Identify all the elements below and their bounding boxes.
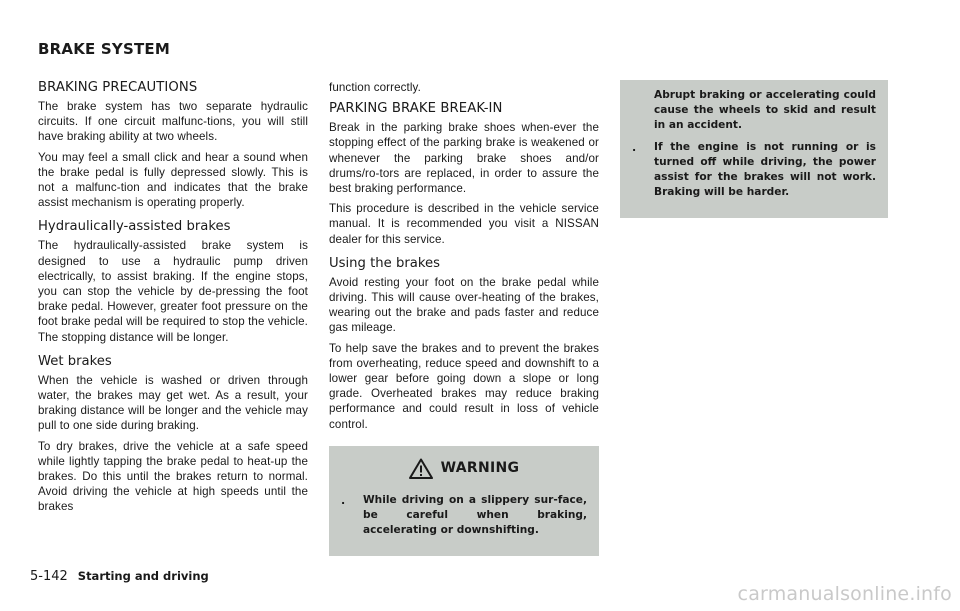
warning-list bbox=[341, 493, 587, 539]
warning-item bbox=[632, 140, 876, 201]
warning-text: While driving on a slippery sur-face, be careful when braking, accelerating or downshifting. bbox=[363, 493, 587, 537]
page-title: BRAKE SYSTEM bbox=[38, 40, 170, 58]
warning-header bbox=[341, 458, 587, 479]
paragraph: The hydraulically-assisted brake system is designed to use a hydraulic pump driven electrically, to assist braking. If the engine stops, you can stop the vehicle by de-pressing the foot brake pedal. However, greater foot pressure on the foot brake pedal will be required to stop the vehicle. The stopping distance will be longer. bbox=[38, 239, 308, 344]
paragraph: This procedure is described in the vehicle service manual. It is recommended you visit a NISSAN dealer for this service. bbox=[329, 202, 599, 246]
column-1 bbox=[38, 80, 308, 520]
watermark: carmanualsonline.info bbox=[737, 583, 952, 605]
warning-item bbox=[341, 493, 587, 539]
paragraph-continuation: function correctly. bbox=[329, 81, 421, 94]
paragraph: The brake system has two separate hydraulic circuits. If one circuit malfunc-tions, you will still have braking ability at two wheels. bbox=[38, 100, 308, 144]
warning-box-continued bbox=[620, 80, 888, 218]
paragraph: Avoid resting your foot on the brake pedal while driving. This will cause over-heating of the brakes, wearing out the brake and pads faster and reduce gas mileage. bbox=[329, 275, 599, 335]
paragraph: You may feel a small click and hear a sound when the brake pedal is fully depressed slowly. This is not a malfunc-tion and indicates that the brake assist mechanism is operating properly. bbox=[38, 150, 308, 210]
bullet: . bbox=[632, 140, 637, 154]
using-brakes-heading: Using the brakes bbox=[329, 255, 440, 271]
hydraulic-brakes-heading: Hydraulically-assisted brakes bbox=[38, 219, 231, 235]
warning-title: WARNING bbox=[440, 460, 520, 477]
footer-section-name: Starting and driving bbox=[77, 569, 209, 583]
warning-box bbox=[329, 446, 599, 557]
column-2 bbox=[329, 80, 599, 556]
paragraph: To dry brakes, drive the vehicle at a safe speed while lightly tapping the brake pedal to heat-up the brakes. Do this until the brakes return to normal. Avoid driving the vehicle at high speeds until the brakes bbox=[38, 439, 308, 514]
parking-brake-break-in-heading: PARKING BRAKE BREAK-IN bbox=[329, 101, 503, 117]
warning-triangle-icon bbox=[409, 458, 433, 479]
bullet: . bbox=[341, 493, 346, 507]
paragraph: To help save the brakes and to prevent the brakes from overheating, reduce speed and downshift to a lower gear before going down a slope or long grade. Overheated brakes may reduce braking performance and could result in loss of vehicle control. bbox=[329, 341, 599, 431]
warning-list bbox=[632, 88, 876, 200]
warning-text: If the engine is not running or is turned off while driving, the power assist for the brakes will not work. Braking will be harder. bbox=[654, 140, 876, 199]
wet-brakes-heading: Wet brakes bbox=[38, 353, 112, 369]
page-footer bbox=[30, 569, 209, 584]
page-number: 5-142 bbox=[30, 569, 68, 584]
warning-text: Abrupt braking or accelerating could cause the wheels to skid and result in an accident. bbox=[654, 89, 876, 132]
warning-item-continuation bbox=[632, 88, 876, 134]
paragraph: Break in the parking brake shoes when-ever the stopping effect of the parking brake is weakened or whenever the parking brake shoes and/or drums/ro-tors are replaced, in order to assure the best braking performance. bbox=[329, 121, 599, 196]
paragraph: When the vehicle is washed or driven through water, the brakes may get wet. As a result, your braking distance will be longer and the vehicle may pull to one side during braking. bbox=[38, 373, 308, 433]
column-3 bbox=[620, 80, 888, 218]
braking-precautions-heading: BRAKING PRECAUTIONS bbox=[38, 80, 198, 95]
